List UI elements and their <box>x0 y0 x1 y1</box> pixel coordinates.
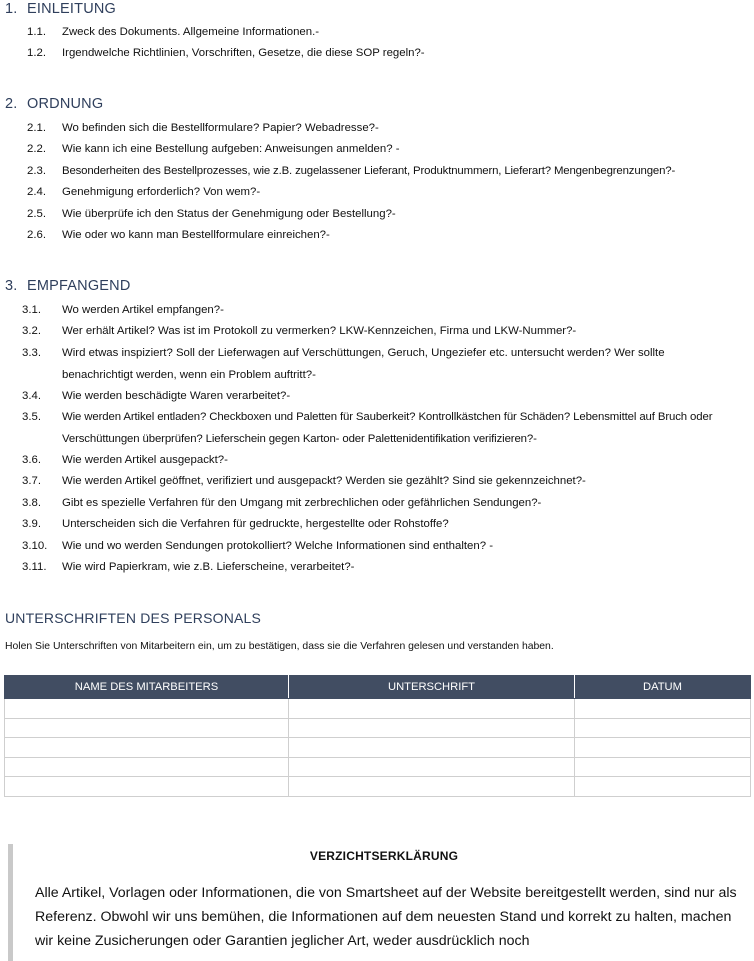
item-number: 3.11. <box>22 561 47 573</box>
item-number: 2.2. <box>27 143 46 155</box>
signature-table <box>4 675 751 797</box>
table-row <box>5 738 751 758</box>
name-cell[interactable] <box>5 699 289 719</box>
table-header-row <box>5 676 751 699</box>
item-text: Irgendwelche Richtlinien, Vorschriften, Gesetze, die diese SOP regeln?- <box>62 47 425 59</box>
table-row <box>5 777 751 797</box>
item-text: Wie wird Papierkram, wie z.B. Lieferscheine, verarbeitet?- <box>62 561 355 573</box>
section-2-heading <box>5 96 103 112</box>
item-text: Wie kann ich eine Bestellung aufgeben: Anweisungen anmelden? - <box>62 143 400 155</box>
signature-cell[interactable] <box>289 718 575 738</box>
item-number: 3.5. <box>22 411 41 423</box>
item-number: 3.3. <box>22 347 41 359</box>
signature-cell[interactable] <box>289 738 575 758</box>
item-text: Wie werden beschädigte Waren verarbeitet?- <box>62 390 291 402</box>
date-cell[interactable] <box>575 718 751 738</box>
item-text: Genehmigung erforderlich? Von wem?- <box>62 186 261 198</box>
item-number: 3.7. <box>22 475 41 487</box>
signature-cell[interactable] <box>289 777 575 797</box>
item-number: 1.2. <box>27 47 46 59</box>
section-title: EMPFANGEND <box>27 278 131 294</box>
item-text: Wie werden Artikel geöffnet, verifiziert und ausgepackt? Werden sie gezählt? Sind sie gekennzeichnet?- <box>62 475 586 487</box>
item-text: Wie werden Artikel ausgepackt?- <box>62 454 228 466</box>
column-header-signature: UNTERSCHRIFT <box>289 676 575 699</box>
item-text: Zweck des Dokuments. Allgemeine Informationen.- <box>62 26 320 38</box>
item-text: Gibt es spezielle Verfahren für den Umgang mit zerbrechlichen oder gefährlichen Sendungen?- <box>62 497 542 509</box>
item-number: 2.6. <box>27 229 46 241</box>
section-number: 2. <box>5 96 18 112</box>
section-title: EINLEITUNG <box>27 1 117 17</box>
table-row <box>5 757 751 777</box>
item-number: 1.1. <box>27 26 46 38</box>
date-cell[interactable] <box>575 777 751 797</box>
signatures-instructions: Holen Sie Unterschriften von Mitarbeitern ein, um zu bestätigen, dass sie die Verfahren gelesen und verstanden haben. <box>5 641 554 652</box>
name-cell[interactable] <box>5 777 289 797</box>
item-text: Wie und wo werden Sendungen protokolliert? Welche Informationen sind enthalten? - <box>62 540 493 552</box>
date-cell[interactable] <box>575 699 751 719</box>
item-text: Wird etwas inspiziert? Soll der Lieferwagen auf Verschüttungen, Geruch, Ungeziefer etc. untersucht werden? Wer sollte benachrichtigt werden, wenn ein Problem auftritt?- <box>62 347 665 381</box>
item-number: 2.5. <box>27 208 46 220</box>
table-row <box>5 699 751 719</box>
item-number: 3.2. <box>22 325 41 337</box>
item-text: Besonderheiten des Bestellprozesses, wie z.B. zugelassener Lieferant, Produktnummern, Lieferart? Mengenbegrenzungen?- <box>62 165 676 177</box>
section-1-heading <box>5 1 116 17</box>
item-text: Unterscheiden sich die Verfahren für gedruckte, hergestellte oder Rohstoffe? <box>62 518 449 530</box>
name-cell[interactable] <box>5 718 289 738</box>
section-title: ORDNUNG <box>27 96 104 112</box>
date-cell[interactable] <box>575 757 751 777</box>
signature-cell[interactable] <box>289 699 575 719</box>
name-cell[interactable] <box>5 738 289 758</box>
item-number: 3.8. <box>22 497 41 509</box>
signature-cell[interactable] <box>289 757 575 777</box>
disclaimer-title: VERZICHTSERKLÄRUNG <box>309 849 459 863</box>
disclaimer-text: Alle Artikel, Vorlagen oder Informationen, die von Smartsheet auf der Website bereitgestellt werden, sind nur als Referenz. Obwohl wir uns bemühen, die Informationen auf dem neuesten Stand und korrekt zu halten, machen wir keine Zusicherungen oder Garantien jeglicher Art, weder ausdrücklich noch <box>35 885 737 949</box>
item-text: Wo befinden sich die Bestellformulare? Papier? Webadresse?- <box>62 122 379 134</box>
item-number: 2.4. <box>27 186 46 198</box>
item-number: 3.10. <box>22 540 48 552</box>
item-text: Wie überprüfe ich den Status der Genehmigung oder Bestellung?- <box>62 208 396 220</box>
item-number: 3.4. <box>22 390 41 402</box>
item-text: Wo werden Artikel empfangen?- <box>62 304 224 316</box>
item-text: Wie oder wo kann man Bestellformulare einreichen?- <box>62 229 330 241</box>
name-cell[interactable] <box>5 757 289 777</box>
section-number: 3. <box>5 278 18 294</box>
column-header-name: NAME DES MITARBEITERS <box>5 676 289 699</box>
item-number: 2.1. <box>27 122 46 134</box>
item-number: 2.3. <box>27 165 46 177</box>
date-cell[interactable] <box>575 738 751 758</box>
column-header-date: DATUM <box>575 676 751 699</box>
item-number: 3.6. <box>22 454 41 466</box>
item-number: 3.9. <box>22 518 41 530</box>
disclaimer-box <box>8 844 754 961</box>
item-text: Wie werden Artikel entladen? Checkboxen und Paletten für Sauberkeit? Kontrollkästchen für Schäden? Lebensmittel auf Bruch oder Verschüttungen überprüfen? Lieferschein gegen Karton- oder Palettenidentifikation verifizieren?- <box>62 411 713 445</box>
item-text: Wer erhält Artikel? Was ist im Protokoll zu vermerken? LKW-Kennzeichen, Firma und LKW-Nummer?- <box>62 325 577 337</box>
item-number: 3.1. <box>22 304 41 316</box>
section-3-heading <box>5 278 131 294</box>
signatures-heading: UNTERSCHRIFTEN DES PERSONALS <box>5 610 262 626</box>
section-number: 1. <box>5 1 18 17</box>
table-row <box>5 718 751 738</box>
